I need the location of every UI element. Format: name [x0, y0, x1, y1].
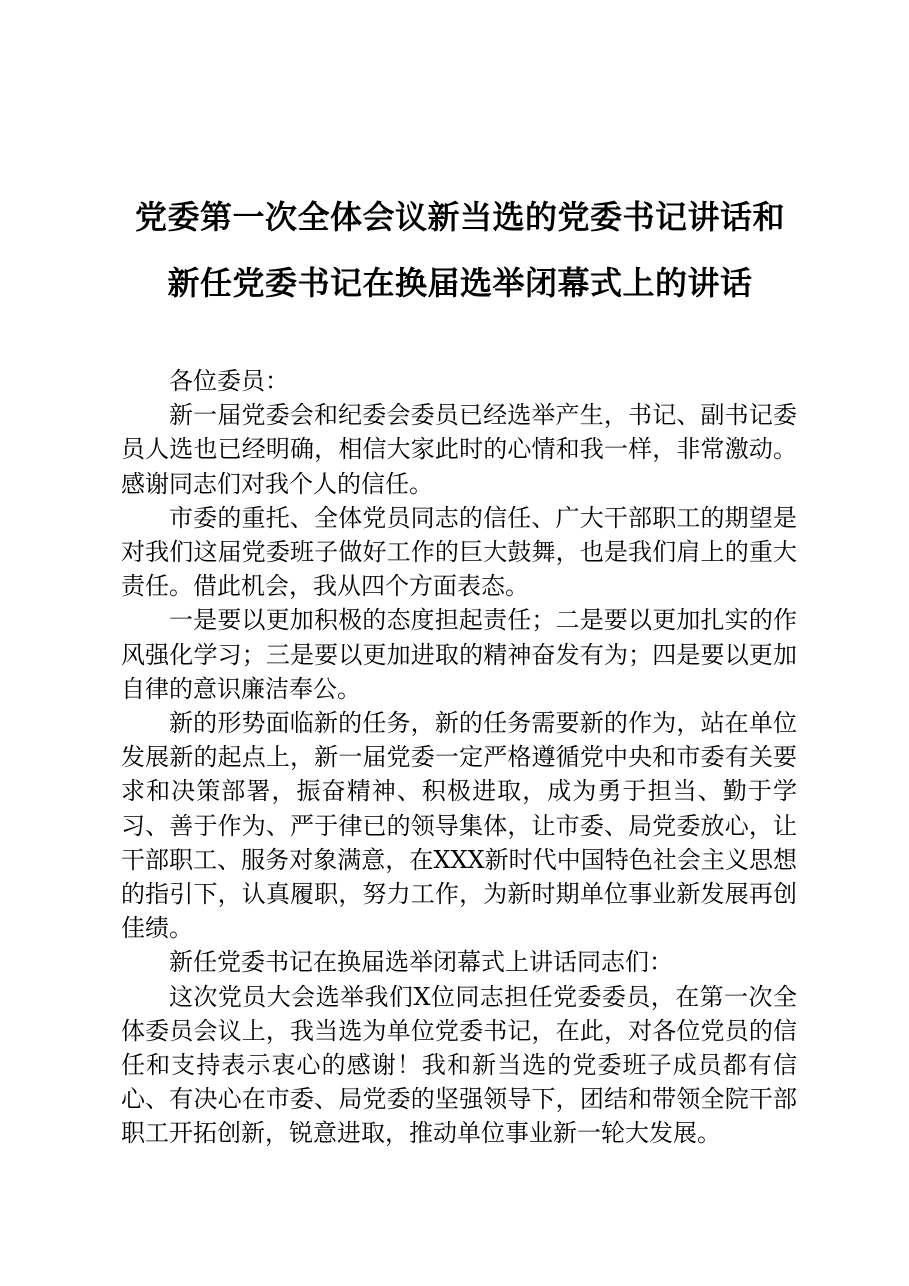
body-paragraph: 新的形势面临新的任务，新的任务需要新的作为，站在单位发展新的起点上，新一届党委一定严格遵循党中央和市委有关要求和决策部署，振奋精神、积极进取，成为勇于担当、勤于学习、善于作为、严于律已的领导集体，让市委、局党委放心，让干部职工、服务对象满意，在XXX新时代中国特色社会主义思想的指引下，认真履职，努力工作，为新时期单位事业新发展再创佳绩。	[121, 709, 797, 943]
body-paragraph: 市委的重托、全体党员同志的信任、广大干部职工的期望是对我们这届党委班子做好工作的巨大鼓舞，也是我们肩上的重大责任。借此机会，我从四个方面表态。	[121, 503, 797, 601]
body-paragraph: 一是要以更加积极的态度担起责任；二是要以更加扎实的作风强化学习；三是要以更加进取的精神奋发有为；四是要以更加自律的意识廉洁奉公。	[121, 606, 797, 703]
document-body	[121, 364, 797, 1151]
section-heading-paragraph: 新任党委书记在换届选举闭幕式上讲话同志们：	[169, 948, 673, 977]
document-title-line-2: 新任党委书记在换届选举闭幕式上的讲话	[167, 264, 753, 302]
salutation-paragraph: 各位委员：	[169, 367, 289, 395]
body-paragraph: 这次党员大会选举我们X位同志担任党委委员，在第一次全体委员会议上，我当选为单位党委书记，在此，对各位党员的信任和支持表示衷心的感谢！我和新当选的党委班子成员都有信心、有决心在市委、局党委的坚强领导下，团结和带领全院干部职工开拓创新，锐意进取，推动单位事业新一轮大发展。	[121, 982, 797, 1148]
body-paragraph: 新一届党委会和纪委会委员已经选举产生，书记、副书记委员人选也已经明确，相信大家此时的心情和我一样，非常激动。感谢同志们对我个人的信任。	[121, 401, 797, 498]
document-title-line-1: 党委第一次全体会议新当选的党委书记讲话和	[134, 198, 785, 236]
